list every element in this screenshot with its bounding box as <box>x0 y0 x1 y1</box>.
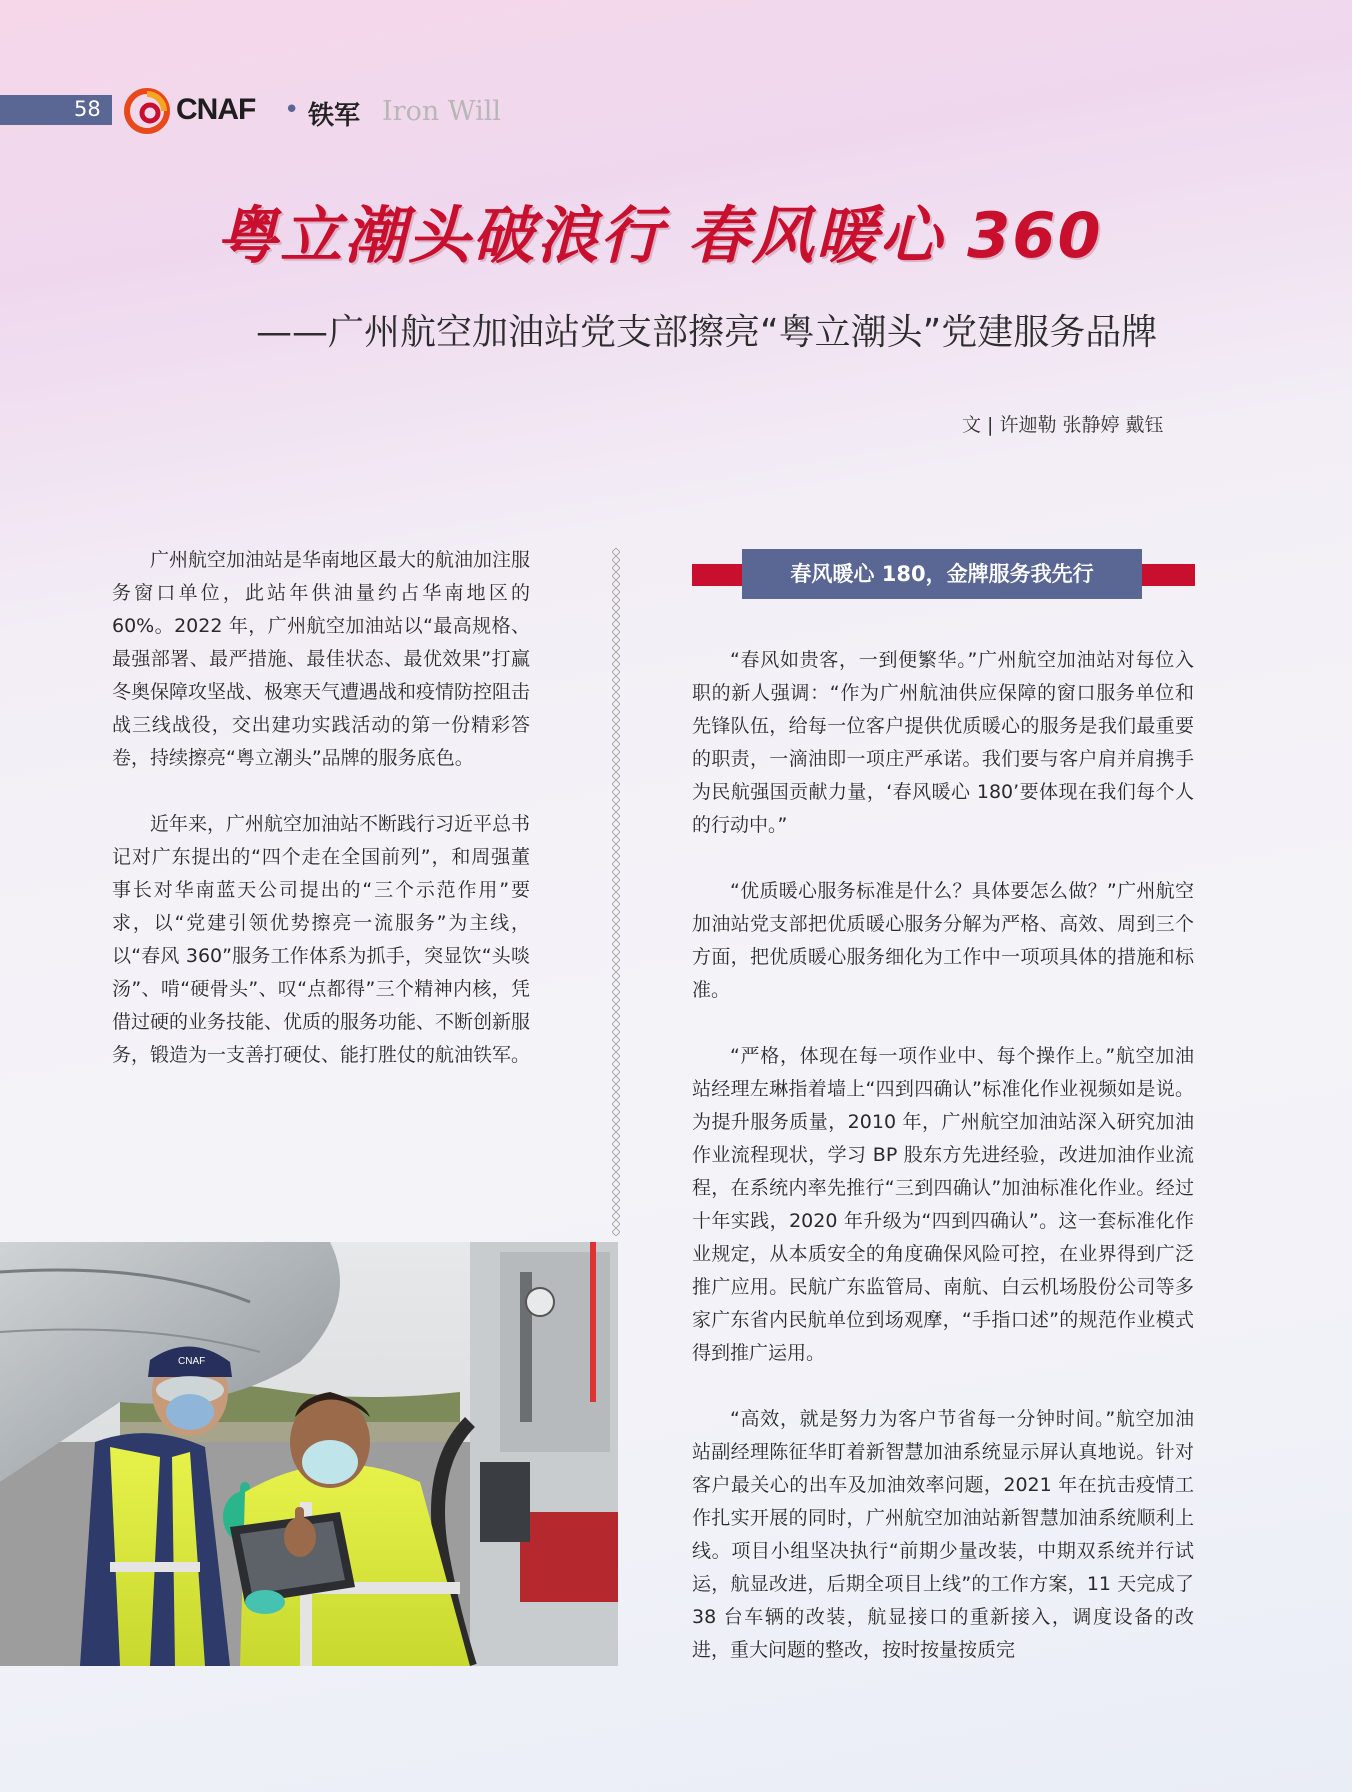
right-paragraph-2: “优质暖心服务标准是什么？具体要怎么做？”广州航空加油站党支部把优质暖心服务分解为严格、高效、周到三个方面，把优质暖心服务细化为工作中一项项具体的措施和标准。 <box>692 880 1194 1001</box>
cnaf-logo-icon <box>124 88 170 134</box>
section-name-cn: 铁军 <box>308 101 361 131</box>
left-paragraph-2: 近年来，广州航空加油站不断践行习近平总书记对广东提出的“四个走在全国前列”，和周强董事长对华南蓝天公司提出的“三个示范作用”要求，以“党建引领优势擦亮一流服务”为主线，以“春风 360”服务工作体系为抓手，突显饮“头啖汤”、啃“硬骨头”、叹“点都得”三个精神内核，凭借过硬的业务技能、优质的服务功能、不断创新服务，锻造为一支善打硬仗、能打胜仗的航油铁军。 <box>112 813 531 1066</box>
section-heading: 春风暖心 180，金牌服务我先行 <box>742 549 1142 599</box>
refueling-workers-photo <box>0 1242 618 1666</box>
left-column <box>112 544 530 1072</box>
article-subtitle: ——广州航空加油站党支部擦亮“粤立潮头”党建服务品牌 <box>256 312 1158 353</box>
right-column <box>692 644 1194 1667</box>
section-name-en: Iron Will <box>382 96 501 127</box>
right-paragraph-1: “春风如贵客，一到便繁华。”广州航空加油站对每位入职的新人强调：“作为广州航油供应保障的窗口服务单位和先锋队伍，给每一位客户提供优质暖心的服务是我们最重要的职责，一滴油即一项庄严承诺。我们要与客户肩并肩携手为民航强国贡献力量，‘春风暖心 180’要体现在我们每个人的行动中。” <box>692 649 1194 836</box>
right-paragraph-3: “严格，体现在每一项作业中、每个操作上。”航空加油站经理左琳指着墙上“四到四确认”标准化作业视频如是说。为提升服务质量，2010 年，广州航空加油站深入研究加油作业流程现状，学习 BP 股东方先进经验，改进加油作业流程，在系统内率先推行“三到四确认”加油标准化作业。经过十年实践，2020 年升级为“四到四确认”。这一套标准化作业规定，从本质安全的角度确保风险可控，在业界得到广泛推广应用。民航广东监管局、南航、白云机场股份公司等多家广东省内民航单位到场观摩，“手指口述”的规范作业模式得到推广运用。 <box>692 1045 1194 1364</box>
right-paragraph-4: “高效，就是努力为客户节省每一分钟时间。”航空加油站副经理陈征华盯着新智慧加油系统显示屏认真地说。针对客户最关心的出车及加油效率问题，2021 年在抗击疫情工作扎实开展的同时，广州航空加油站新智慧加油系统顺利上线。项目小组坚决执行“前期少量改装，中期双系统并行试运，航显改进，后期全项目上线”的工作方案，11 天完成了 38 台车辆的改装，航显接口的重新接入，调度设备的改进，重大问题的整改，按时按量按质完 <box>692 1408 1194 1661</box>
header-separator: • <box>284 95 300 125</box>
brand-name: CNAF <box>176 93 256 126</box>
left-paragraph-1: 广州航空加油站是华南地区最大的航油加注服务窗口单位，此站年供油量约占华南地区的 60%。2022 年，广州航空加油站以“最高规格、最强部署、最严措施、最佳状态、最优效果”打赢冬奥保障攻坚战、极寒天气遭遇战和疫情防控阻击战三线战役，交出建功实践活动的第一份精彩答卷，持续擦亮“粤立潮头”品牌的服务底色。 <box>112 549 531 769</box>
article-photo <box>0 1242 618 1666</box>
article-byline: 文 | 许迦勒 张静婷 戴钰 <box>962 414 1164 436</box>
diamond-chain-divider-icon <box>612 548 620 1236</box>
page-number: 58 <box>74 97 101 121</box>
article-title: 粤立潮头破浪行 春风暖心 360 <box>216 199 1103 272</box>
cap-logo: CNAF <box>178 1356 206 1367</box>
